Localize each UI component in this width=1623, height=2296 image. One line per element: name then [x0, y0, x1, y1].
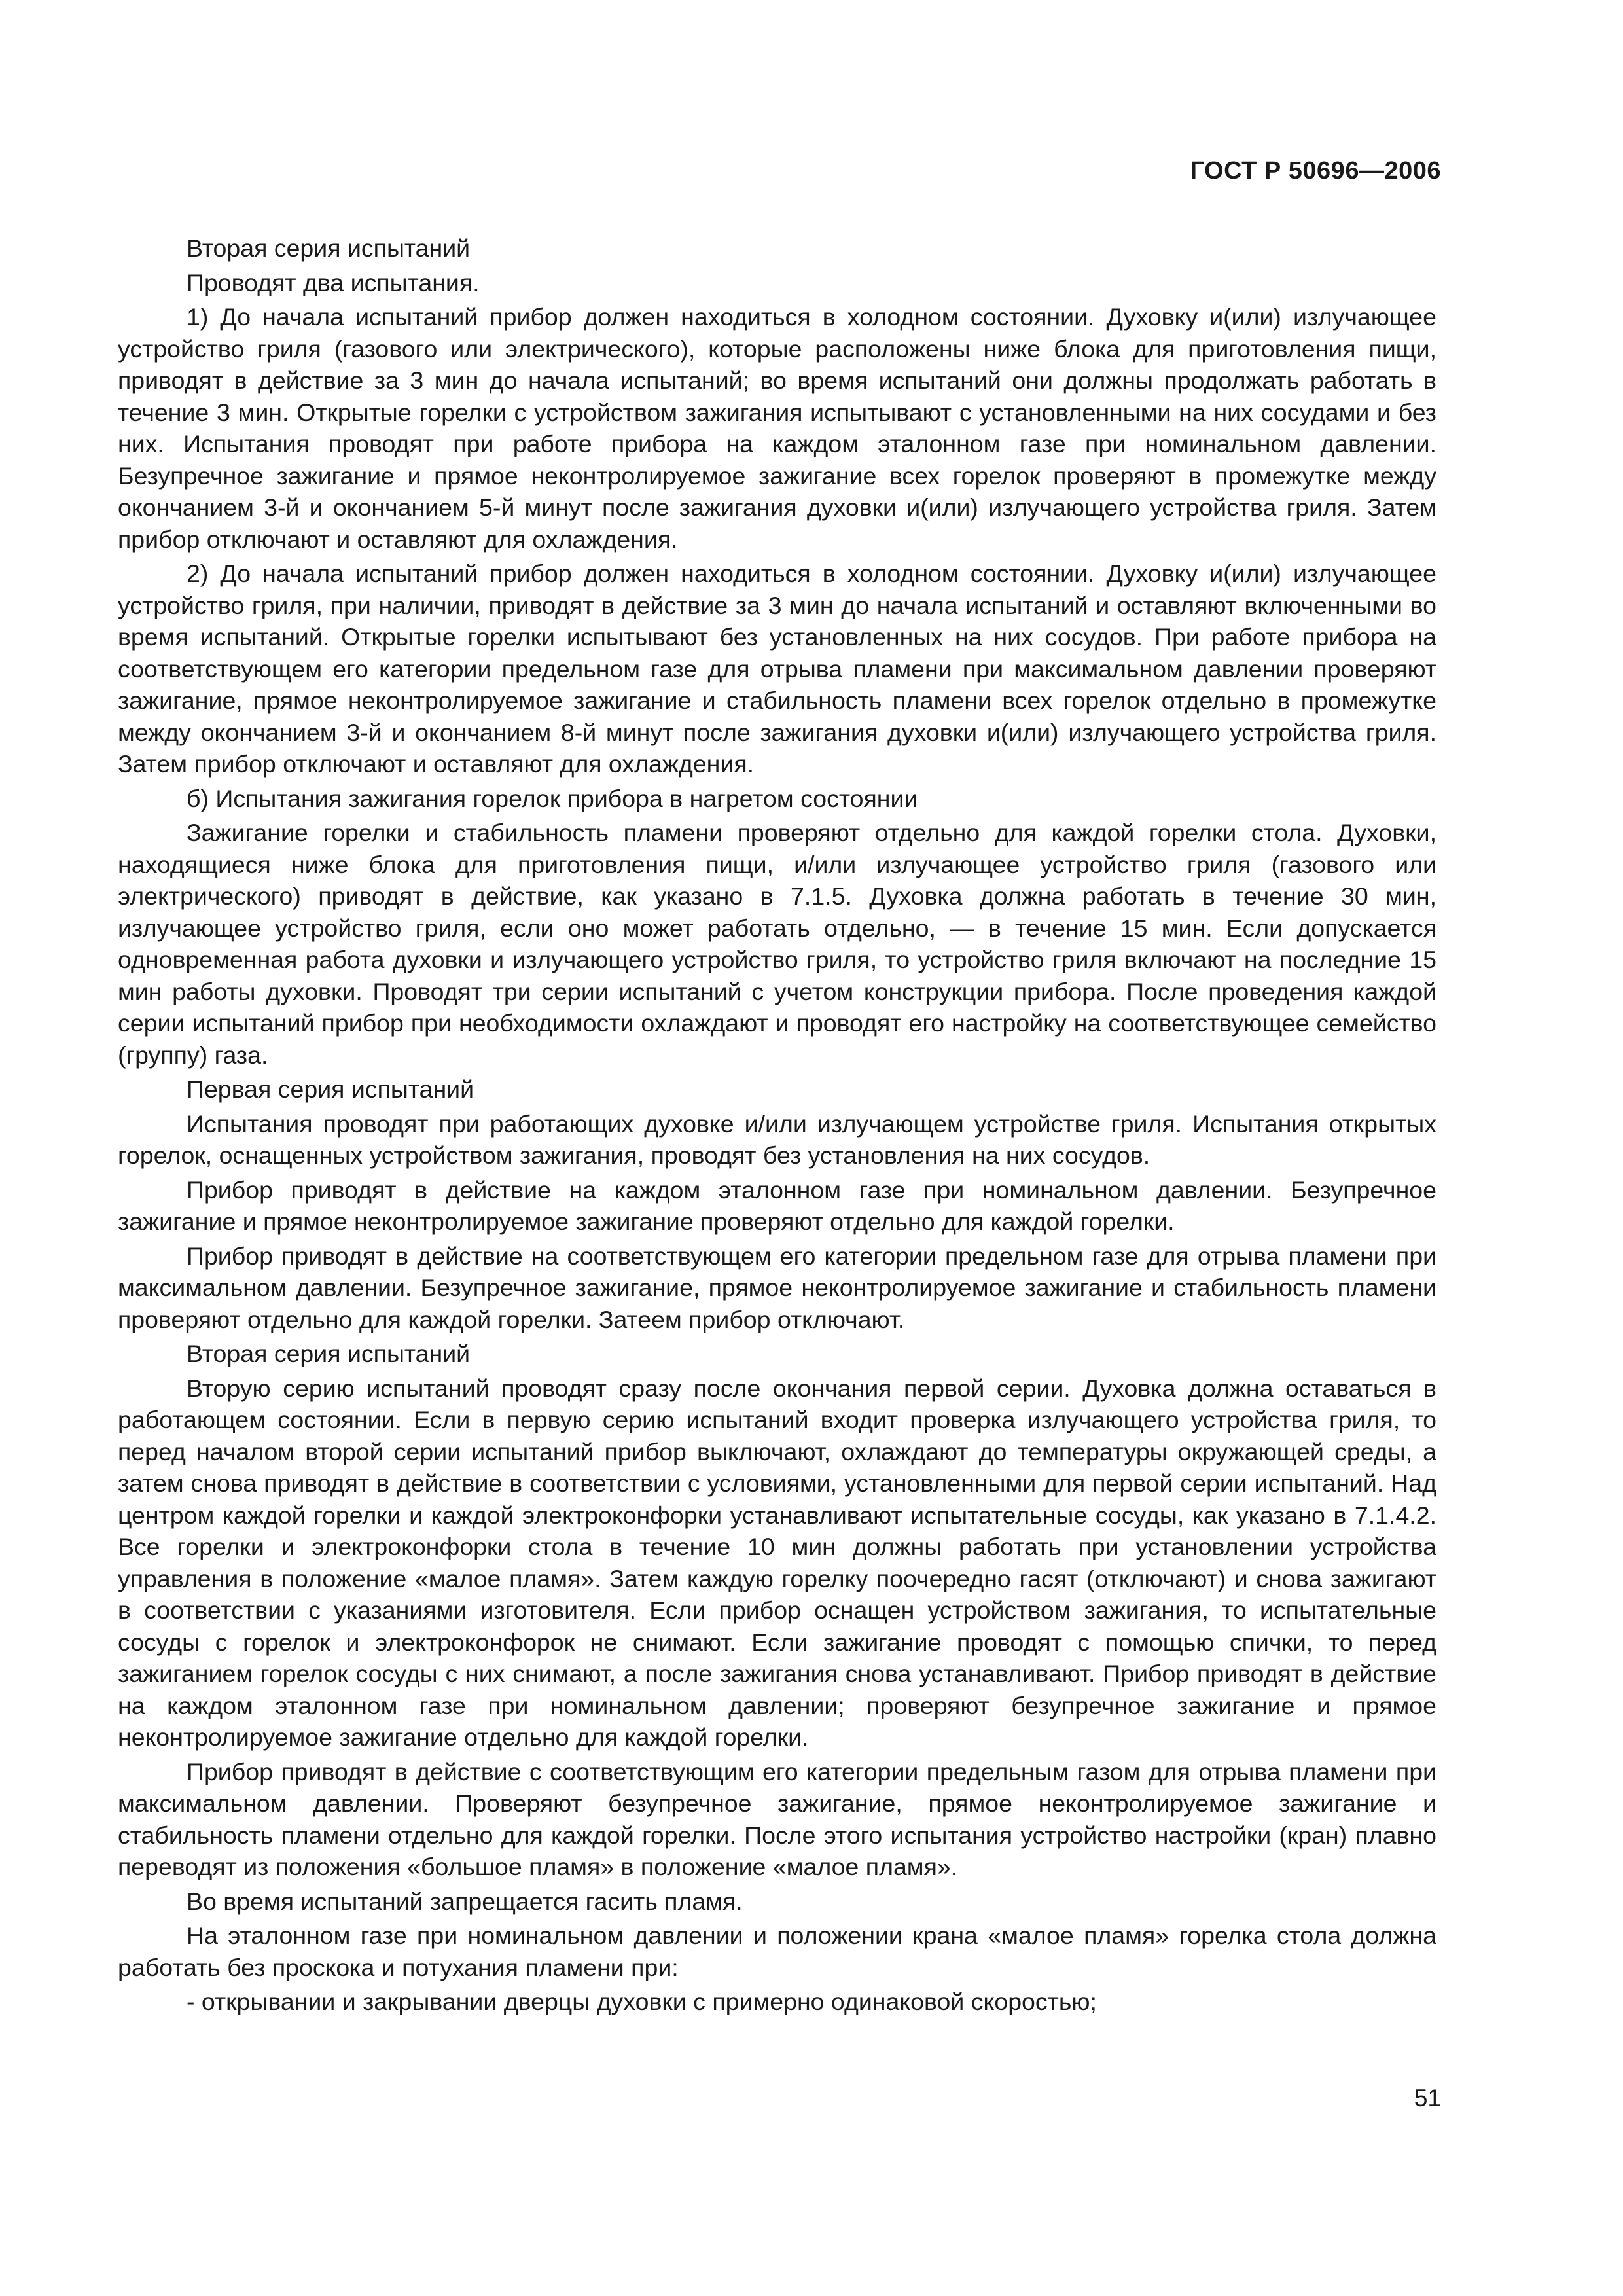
paragraph: Прибор приводят в действие на каждом эталонном газе при номинальном давлении. Безупречное зажигание и прямое неконтролируемое зажигание проверяют отдельно для каждой горелки. — [118, 1175, 1436, 1235]
paragraph: Вторая серия испытаний — [187, 234, 471, 262]
paragraph: Прибор приводят в действие на соответствующем его категории предельном газе для отрыва пламени при максимальном давлении. Безупречное зажигание, прямое неконтролируемое зажигание и стабильность пламени проверяют отдельно для каждой горелки. Затеем прибор отключают. — [118, 1242, 1436, 1333]
paragraph: Первая серия испытаний — [187, 1075, 474, 1103]
paragraph: Зажигание горелки и стабильность пламени проверяют отдельно для каждой горелки стола. Духовки, находящиеся ниже блока для приготовления пищи, и/или излучающее устройство гриля (газового или электрического) приводят в действие, как указано в 7.1.5. Духовка должна работать в течение 30 мин, излучающее устройство гриля, если оно может работать отдельно, — в течение 15 мин. Если допускается одновременная работа духовки и излучающего устройство гриля, то устройство гриля включают на последние 15 мин работы духовки. Проводят три серии испытаний с учетом конструкции прибора. После проведения каждой серии испытаний прибор при необходимости охлаждают и проводят его настройку на соответствующее семейство (группу) газа. — [118, 819, 1436, 1069]
paragraph: Вторую серию испытаний проводят сразу после окончания первой серии. Духовка должна оставаться в работающем состоянии. Если в первую серию испытаний входит проверка излучающего устройства гриля, то перед началом второй серии испытаний прибор выключают, охлаждают до температуры окружающей среды, а затем снова приводят в действие в соответствии с условиями, установленными для первой серии испытаний. Над центром каждой горелки и каждой электроконфорки устанавливают испытательные сосуды, как указано в 7.1.4.2. Все горелки и электроконфорки стола в течение 10 мин должны работать при установлении устройства управления в положение «малое пламя». Затем каждую горелку поочередно гасят (отключают) и снова зажигают в соответствии с указаниями изготовителя. Если прибор оснащен устройством зажигания, то испытательные сосуды с горелок и электроконфорок не снимают. Если зажигание проводят с помощью спички, то перед зажиганием горелок сосуды с них снимают, а после зажигания снова устанавливают. Прибор приводят в действие на каждом эталонном газе при номинальном давлении; проверяют безупречное зажигание и прямое неконтролируемое зажигание отдельно для каждой горелки. — [118, 1374, 1436, 1751]
paragraph: На эталонном газе при номинальном давлении и положении крана «малое пламя» горелка стола должна работать без проскока и потухания пламени при: — [118, 1922, 1436, 1981]
paragraph: Проводят два испытания. — [187, 268, 480, 296]
document-id-header: ГОСТ Р 50696—2006 — [1190, 157, 1441, 185]
document-body — [118, 232, 1436, 2020]
paragraph: Испытания проводят при работающих духовке и/или излучающем устройстве гриля. Испытания открытых горелок, оснащенных устройством зажигания, проводят без установления на них сосудов. — [118, 1109, 1436, 1169]
paragraph: 1) До начала испытаний прибор должен находиться в холодном состоянии. Духовку и(или) излучающее устройство гриля (газового или электрического), которые расположены ниже блока для приготовления пищи, приводят в действие за 3 мин до начала испытаний; во время испытаний они должны продолжать работать в течение 3 мин. Открытые горелки с устройством зажигания испытывают с установленными на них сосудами и без них. Испытания проводят при работе прибора на каждом эталонном газе при номинальном давлении. Безупречное зажигание и прямое неконтролируемое зажигание всех горелок проверяют в промежутке между окончанием 3-й и окончанием 5-й минут после зажигания духовки и(или) излучающего устройства гриля. Затем прибор отключают и оставляют для охлаждения. — [118, 303, 1436, 553]
paragraph: Вторая серия испытаний — [187, 1340, 471, 1367]
paragraph: б) Испытания зажигания горелок прибора в нагретом состоянии — [187, 784, 918, 812]
page-number: 51 — [1414, 2085, 1441, 2111]
paragraph: 2) До начала испытаний прибор должен находиться в холодном состоянии. Духовку и(или) излучающее устройство гриля, при наличии, приводят в действие за 3 мин до начала испытаний и оставляют включенными во время испытаний. Открытые горелки испытывают без установленных на них сосудов. При работе прибора на соответствующем его категории предельном газе для отрыва пламени при максимальном давлении проверяют зажигание, прямое неконтролируемое зажигание и стабильность пламени всех горелок отдельно в промежутке между окончанием 3-й и окончанием 8-й минут после зажигания духовки и(или) излучающего устройства гриля. Затем прибор отключают и оставляют для охлаждения. — [118, 560, 1436, 778]
paragraph: Во время испытаний запрещается гасить пламя. — [187, 1887, 743, 1915]
paragraph: Прибор приводят в действие с соответствующим его категории предельным газом для отрыва пламени при максимальном давлении. Проверяют безупречное зажигание, прямое неконтролируемое зажигание и стабильность пламени отдельно для каждой горелки. После этого испытания устройство настройки (кран) плавно переводят из положения «большое пламя» в положение «малое пламя». — [118, 1757, 1436, 1880]
list-item: - открывании и закрывании дверцы духовки с примерно одинаковой скоростью; — [187, 1988, 1097, 2015]
